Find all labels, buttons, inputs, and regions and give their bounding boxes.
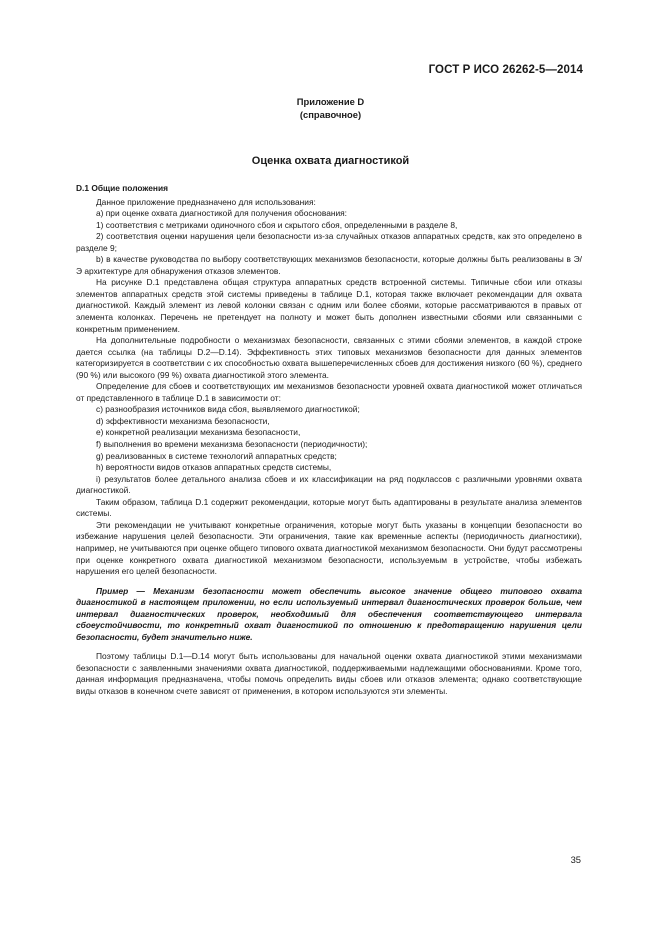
page-title: Оценка охвата диагностикой xyxy=(251,155,410,167)
list-item: а) при оценке охвата диагностикой для получения обоснования: xyxy=(96,208,348,219)
annex-type: (справочное) xyxy=(299,108,362,120)
annex-heading xyxy=(0,96,661,121)
paragraph: На рисунке D.1 представлена общая структура аппаратных средств встроенной системы. Типичные сбои или отказы элементов аппаратных средств этой системы приведены в таблице D.1, которая также включает рекомендации для охвата диагностикой. Каждый элемент из левой колонки связан с одним или более сбоями, которые рассматриваются в правых от элемента колонках. Перечень не претендует на полноту и может быть дополнен известными сбоями или связанными с конкретным применением. xyxy=(76,277,582,334)
section-heading: D.1 Общие положения xyxy=(76,183,169,193)
example-note: Пример — Механизм безопасности может обеспечить высокое значение общего типового охвата диагностикой в настоящем приложении, но если используемый интервал диагностических проверок больше, чем интервал диагностических проверок, необходимый для обеспечения соответствующего интервала сбоеустойчивости, то конкретный охват диагностикой по отношению к предотвращению нарушения цели безопасности, будет значительно ниже. xyxy=(76,585,582,642)
list-item: 1) соответствия с метриками одиночного сбоя и скрытого сбоя, определенными в разделе 8, xyxy=(96,219,458,230)
body-text xyxy=(76,183,582,698)
list-item: i) результатов более детального анализа сбоев и их классификации на ряд подклассов с различными уровнями охвата диагностикой. xyxy=(76,473,582,496)
page-number: 35 xyxy=(570,854,581,865)
list-item: f) выполнения во времени механизма безопасности (периодичности); xyxy=(96,439,368,450)
list-item: g) реализованных в системе технологий аппаратных средств; xyxy=(96,450,337,461)
paragraph: Эти рекомендации не учитывают конкретные ограничения, которые могут быть указаны в концепции безопасности во избежание нарушения целей безопасности. Эти ограничения, такие как временные аспекты (периодичность диагностики), например, не учитываются при оценке общего типового охвата диагностикой механизмом безопасности. Они будут рассмотрены при оценке конкретного охвата диагностикой механизмом безопасности, используемым в устройстве, чтобы избежать нарушения его целей безопасности. xyxy=(76,519,582,577)
paragraph: Определение для сбоев и соответствующих им механизмов безопасности уровней охвата диагностикой может отличаться от представленного в таблице D.1 в зависимости от: xyxy=(76,381,582,403)
paragraph: На дополнительные подробности о механизмах безопасности, связанных с этими сбоями элементов, в каждой строке дается ссылка (на таблицы D.2—D.14). Эффективность этих типовых механизмов безопасности для данных элементов категоризируется в соответствии с их способностью охвата вышеперечисленных сбоев для достижения низкого (60 %), среднего (90 %) или высокого (99 %) охвата диагностикой этого элемента. xyxy=(76,335,582,380)
list-item: 2) соответствия оценки нарушения цели безопасности из-за случайных отказов аппаратных средств, как это определено в разделе 9; xyxy=(76,231,582,253)
standard-header: ГОСТ Р ИСО 26262-5—2014 xyxy=(428,64,583,76)
annex-label: Приложение D xyxy=(296,96,365,107)
list-item: c) разнообразия источников вида сбоя, выявляемого диагностикой; xyxy=(96,404,360,415)
paragraph: Таким образом, таблица D.1 содержит рекомендации, которые могут быть адаптированы в результате анализа элементов системы. xyxy=(76,496,582,519)
paragraph: Данное приложение предназначено для использования: xyxy=(96,196,316,207)
closing-paragraph: Поэтому таблицы D.1—D.14 могут быть использованы для начальной оценки охвата диагностикой этими механизмами безопасности с заявленными значениями охвата диагностикой, поддерживаемыми надлежащими обоснованиями. Кроме того, данная информация предназначена, чтобы помочь определить виды сбоев или отказов элемента; однако соответствующие виды отказов в конечном счете зависят от применения, в котором используются эти элементы. xyxy=(76,651,582,696)
list-item: d) эффективности механизма безопасности, xyxy=(96,415,270,426)
list-item: h) вероятности видов отказов аппаратных средств системы, xyxy=(96,462,332,473)
list-item: b) в качестве руководства по выбору соответствующих механизмов безопасности, которые должны быть реализованы в Э/Э архитектуре для обнаружения отказов элементов. xyxy=(76,254,582,276)
list-item: e) конкретной реализации механизма безопасности, xyxy=(96,427,301,438)
